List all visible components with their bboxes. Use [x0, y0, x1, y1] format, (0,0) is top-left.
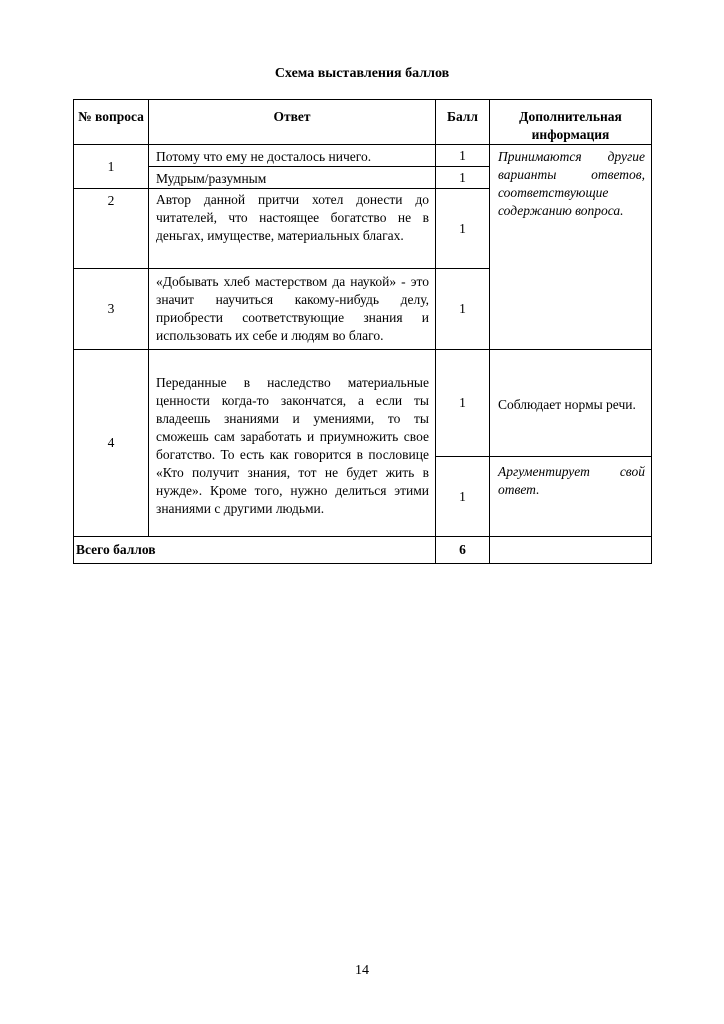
total-row: [74, 537, 652, 564]
header-question-number: № вопроса: [74, 100, 149, 145]
points-cell: 1: [436, 189, 490, 269]
points-cell: 1: [436, 167, 490, 189]
points-cell: 1: [436, 145, 490, 167]
extra-info-alternatives: Принимаются другие варианты ответов, соответствующие содержанию вопроса.: [490, 145, 652, 350]
points-cell: 1: [436, 269, 490, 350]
question-number: 2: [74, 189, 149, 269]
score-table: [73, 99, 652, 564]
table-header-row: [74, 100, 652, 145]
table-row: [74, 350, 652, 457]
answer-cell: Переданные в наследство материальные ценности когда-то закончатся, а если ты владеешь знаниями и умениями, то ты сможешь сам заработать и приумножить свое богатство. То есть как говорится в пословице «Кто получит знания, тот не будет жить в нужде». Кроме того, нужно делиться этими знаниями с другими людьми.: [149, 350, 436, 537]
page-title: Схема выставления баллов: [274, 66, 450, 81]
question-number: 1: [74, 145, 149, 189]
header-points: Балл: [436, 100, 490, 145]
page-number: 14: [355, 963, 369, 978]
answer-cell: Автор данной притчи хотел донести до читателей, что настоящее богатство не в деньгах, имуществе, материальных благах.: [149, 189, 436, 269]
header-extra-info: Дополнительная информация: [490, 100, 652, 145]
extra-info-argument: Аргументирует свой ответ.: [490, 457, 652, 537]
total-label: Всего баллов: [74, 537, 436, 564]
table-row: [74, 145, 652, 167]
points-cell: 1: [436, 457, 490, 537]
header-answer: Ответ: [149, 100, 436, 145]
answer-cell: Потому что ему не досталось ничего.: [149, 145, 436, 167]
question-number: 4: [74, 350, 149, 537]
total-value: 6: [436, 537, 490, 564]
total-extra-empty: [490, 537, 652, 564]
answer-cell: Мудрым/разумным: [149, 167, 436, 189]
points-cell: 1: [436, 350, 490, 457]
extra-info-speech-norms: Соблюдает нормы речи.: [490, 350, 652, 457]
answer-cell: «Добывать хлеб мастерством да наукой» - это значит научиться какому-нибудь делу, приобрести соответствующие знания и использовать их себе и людям во благо.: [149, 269, 436, 350]
question-number: 3: [74, 269, 149, 350]
